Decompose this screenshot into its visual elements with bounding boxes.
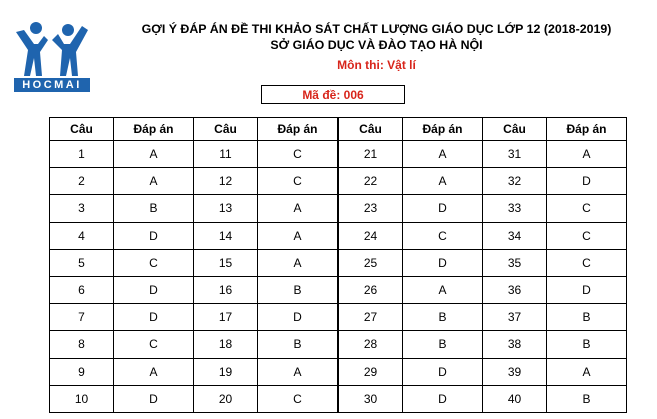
answer-value: B <box>403 304 483 331</box>
question-number: 34 <box>483 222 547 249</box>
question-number: 16 <box>194 276 258 303</box>
answer-value: B <box>114 195 194 222</box>
table-row <box>194 276 338 303</box>
table-row <box>339 249 483 276</box>
table-row <box>50 385 194 412</box>
table-row <box>483 249 627 276</box>
question-number: 27 <box>339 304 403 331</box>
answer-value: D <box>547 276 627 303</box>
question-number: 8 <box>50 331 114 358</box>
answer-value: D <box>403 358 483 385</box>
logo-text: HOCMAI <box>14 78 90 92</box>
table-row <box>50 141 194 168</box>
answer-value: D <box>403 385 483 412</box>
answer-value: B <box>547 304 627 331</box>
answer-value: C <box>258 168 338 195</box>
question-number: 2 <box>50 168 114 195</box>
table-row <box>339 222 483 249</box>
table-row <box>483 385 627 412</box>
table-row <box>194 222 338 249</box>
table-row <box>194 304 338 331</box>
question-number: 1 <box>50 141 114 168</box>
table-header-row <box>483 118 627 141</box>
question-number: 21 <box>339 141 403 168</box>
table-row <box>339 331 483 358</box>
answer-header: Đáp án <box>403 118 483 141</box>
answer-header: Đáp án <box>258 118 338 141</box>
question-header: Câu <box>50 118 114 141</box>
answer-value: A <box>258 195 338 222</box>
question-number: 7 <box>50 304 114 331</box>
answer-header: Đáp án <box>114 118 194 141</box>
table-row <box>50 276 194 303</box>
question-number: 25 <box>339 249 403 276</box>
question-number: 31 <box>483 141 547 168</box>
question-number: 5 <box>50 249 114 276</box>
answer-value: C <box>258 141 338 168</box>
subject-label: Môn thi: Vật lí <box>337 58 416 72</box>
answer-value: C <box>547 195 627 222</box>
table-row <box>339 358 483 385</box>
figures-icon <box>12 18 92 78</box>
question-number: 11 <box>194 141 258 168</box>
table-row <box>50 331 194 358</box>
question-number: 30 <box>339 385 403 412</box>
table-row <box>339 141 483 168</box>
answer-value: A <box>114 141 194 168</box>
question-number: 39 <box>483 358 547 385</box>
table-header-row <box>50 118 194 141</box>
table-header-row <box>194 118 338 141</box>
answer-table <box>193 117 338 413</box>
table-row <box>50 195 194 222</box>
table-row <box>339 195 483 222</box>
question-number: 17 <box>194 304 258 331</box>
question-number: 37 <box>483 304 547 331</box>
table-row <box>194 331 338 358</box>
answer-value: C <box>403 222 483 249</box>
question-number: 13 <box>194 195 258 222</box>
hocmai-logo <box>12 18 92 98</box>
answer-value: C <box>547 249 627 276</box>
table-row <box>483 358 627 385</box>
question-number: 38 <box>483 331 547 358</box>
table-row <box>50 168 194 195</box>
answer-value: C <box>258 385 338 412</box>
question-number: 19 <box>194 358 258 385</box>
question-number: 36 <box>483 276 547 303</box>
question-number: 32 <box>483 168 547 195</box>
answer-value: C <box>547 222 627 249</box>
answer-table <box>482 117 627 413</box>
question-number: 14 <box>194 222 258 249</box>
answer-value: D <box>114 222 194 249</box>
answer-header: Đáp án <box>547 118 627 141</box>
question-number: 22 <box>339 168 403 195</box>
table-row <box>483 222 627 249</box>
question-number: 12 <box>194 168 258 195</box>
exam-code-box: Mã đề: 006 <box>261 85 405 104</box>
question-number: 23 <box>339 195 403 222</box>
table-row <box>339 385 483 412</box>
table-row <box>339 168 483 195</box>
table-row <box>194 141 338 168</box>
answer-value: B <box>547 331 627 358</box>
page-title: GỢI Ý ĐÁP ÁN ĐỀ THI KHẢO SÁT CHẤT LƯỢNG GIÁO DỤC LỚP 12 (2018-2019) <box>141 22 612 36</box>
table-row <box>483 195 627 222</box>
table-row <box>483 168 627 195</box>
answer-value: B <box>547 385 627 412</box>
page-subtitle: SỞ GIÁO DỤC VÀ ĐÀO TẠO HÀ NỘI <box>270 38 483 52</box>
answer-value: A <box>547 141 627 168</box>
answer-value: D <box>258 304 338 331</box>
question-number: 15 <box>194 249 258 276</box>
table-row <box>194 385 338 412</box>
table-row <box>483 276 627 303</box>
answer-value: B <box>403 331 483 358</box>
answer-value: D <box>403 249 483 276</box>
question-number: 33 <box>483 195 547 222</box>
table-row <box>339 276 483 303</box>
answer-table <box>338 117 483 413</box>
question-number: 35 <box>483 249 547 276</box>
question-number: 28 <box>339 331 403 358</box>
table-row <box>483 141 627 168</box>
table-row <box>194 358 338 385</box>
question-number: 9 <box>50 358 114 385</box>
question-number: 20 <box>194 385 258 412</box>
question-number: 18 <box>194 331 258 358</box>
question-number: 24 <box>339 222 403 249</box>
table-row <box>483 304 627 331</box>
question-header: Câu <box>339 118 403 141</box>
question-number: 3 <box>50 195 114 222</box>
question-number: 26 <box>339 276 403 303</box>
answer-value: D <box>547 168 627 195</box>
table-row <box>50 222 194 249</box>
question-number: 40 <box>483 385 547 412</box>
answer-value: A <box>403 141 483 168</box>
answer-value: A <box>258 222 338 249</box>
answer-value: D <box>403 195 483 222</box>
answer-value: B <box>258 331 338 358</box>
answer-value: C <box>114 331 194 358</box>
table-row <box>50 304 194 331</box>
table-row <box>50 249 194 276</box>
answer-value: A <box>258 249 338 276</box>
table-row <box>483 331 627 358</box>
answer-value: A <box>114 358 194 385</box>
answer-value: C <box>114 249 194 276</box>
answer-value: A <box>114 168 194 195</box>
answer-table <box>49 117 194 413</box>
question-number: 29 <box>339 358 403 385</box>
table-row <box>50 358 194 385</box>
answer-value: A <box>403 276 483 303</box>
answer-value: D <box>114 304 194 331</box>
table-row <box>339 304 483 331</box>
question-number: 4 <box>50 222 114 249</box>
answer-value: D <box>114 385 194 412</box>
answer-value: A <box>403 168 483 195</box>
question-header: Câu <box>194 118 258 141</box>
answer-value: D <box>114 276 194 303</box>
question-number: 6 <box>50 276 114 303</box>
table-row <box>194 168 338 195</box>
table-row <box>194 195 338 222</box>
answer-value: B <box>258 276 338 303</box>
answer-value: A <box>258 358 338 385</box>
table-header-row <box>339 118 483 141</box>
answer-value: A <box>547 358 627 385</box>
question-header: Câu <box>483 118 547 141</box>
question-number: 10 <box>50 385 114 412</box>
table-row <box>194 249 338 276</box>
